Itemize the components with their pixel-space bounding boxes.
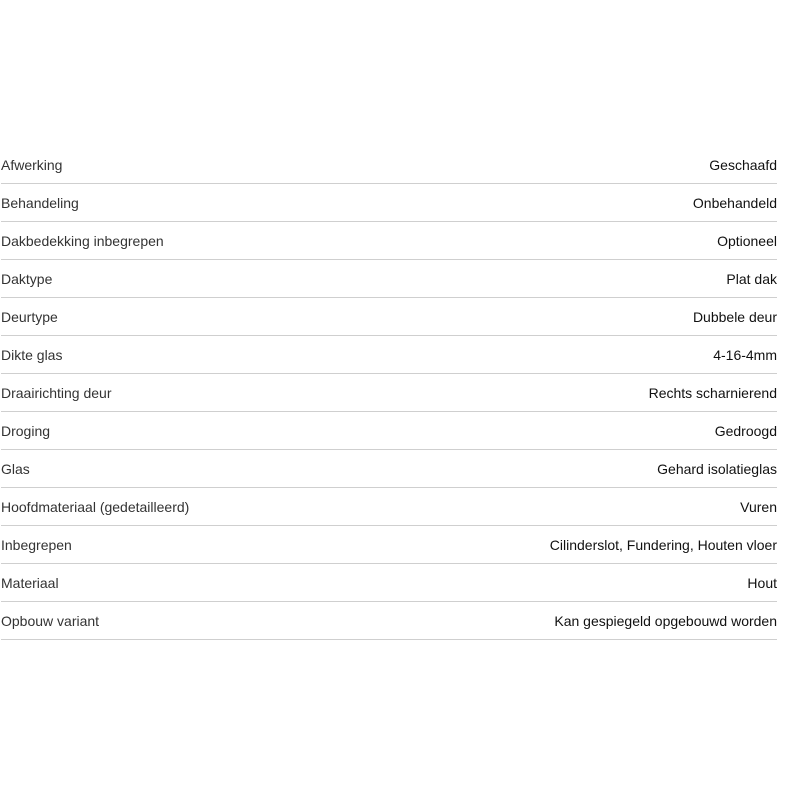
spec-label: Deurtype (1, 308, 58, 325)
spec-value: Cilinderslot, Fundering, Houten vloer (549, 536, 777, 553)
spec-value: Gedroogd (714, 422, 777, 439)
spec-label: Dakbedekking inbegrepen (1, 232, 164, 249)
spec-label: Hoofdmateriaal (gedetailleerd) (1, 498, 190, 515)
spec-value: Dubbele deur (692, 308, 777, 325)
spec-row-hoofdmateriaal (1, 488, 777, 526)
spec-value: Onbehandeld (692, 194, 777, 211)
spec-value: Rechts scharnierend (648, 384, 777, 401)
spec-value: Vuren (740, 498, 777, 515)
spec-label: Opbouw variant (1, 612, 100, 629)
spec-label: Afwerking (1, 156, 63, 173)
spec-label: Droging (1, 422, 51, 439)
spec-row-opbouw-variant (1, 602, 777, 640)
spec-value: Plat dak (726, 270, 777, 287)
spec-value: 4-16-4mm (713, 346, 777, 363)
spec-row-afwerking (1, 146, 777, 184)
spec-row-behandeling (1, 184, 777, 222)
spec-label: Glas (1, 460, 30, 477)
spec-value: Optioneel (717, 232, 777, 249)
spec-label: Materiaal (1, 574, 59, 591)
spec-label: Behandeling (1, 194, 79, 211)
spec-label: Daktype (1, 270, 53, 287)
spec-value: Gehard isolatieglas (657, 460, 777, 477)
spec-row-materiaal (1, 564, 777, 602)
specifications-table (1, 146, 777, 640)
spec-row-daktype (1, 260, 777, 298)
spec-value: Kan gespiegeld opgebouwd worden (554, 612, 777, 629)
spec-row-dikte-glas (1, 336, 777, 374)
spec-row-draairichting (1, 374, 777, 412)
spec-label: Dikte glas (1, 346, 63, 363)
spec-label: Inbegrepen (1, 536, 72, 553)
spec-row-glas (1, 450, 777, 488)
spec-row-deurtype (1, 298, 777, 336)
spec-value: Hout (747, 574, 777, 591)
spec-row-dakbedekking (1, 222, 777, 260)
spec-row-inbegrepen (1, 526, 777, 564)
spec-label: Draairichting deur (1, 384, 112, 401)
spec-row-droging (1, 412, 777, 450)
spec-value: Geschaafd (709, 156, 777, 173)
